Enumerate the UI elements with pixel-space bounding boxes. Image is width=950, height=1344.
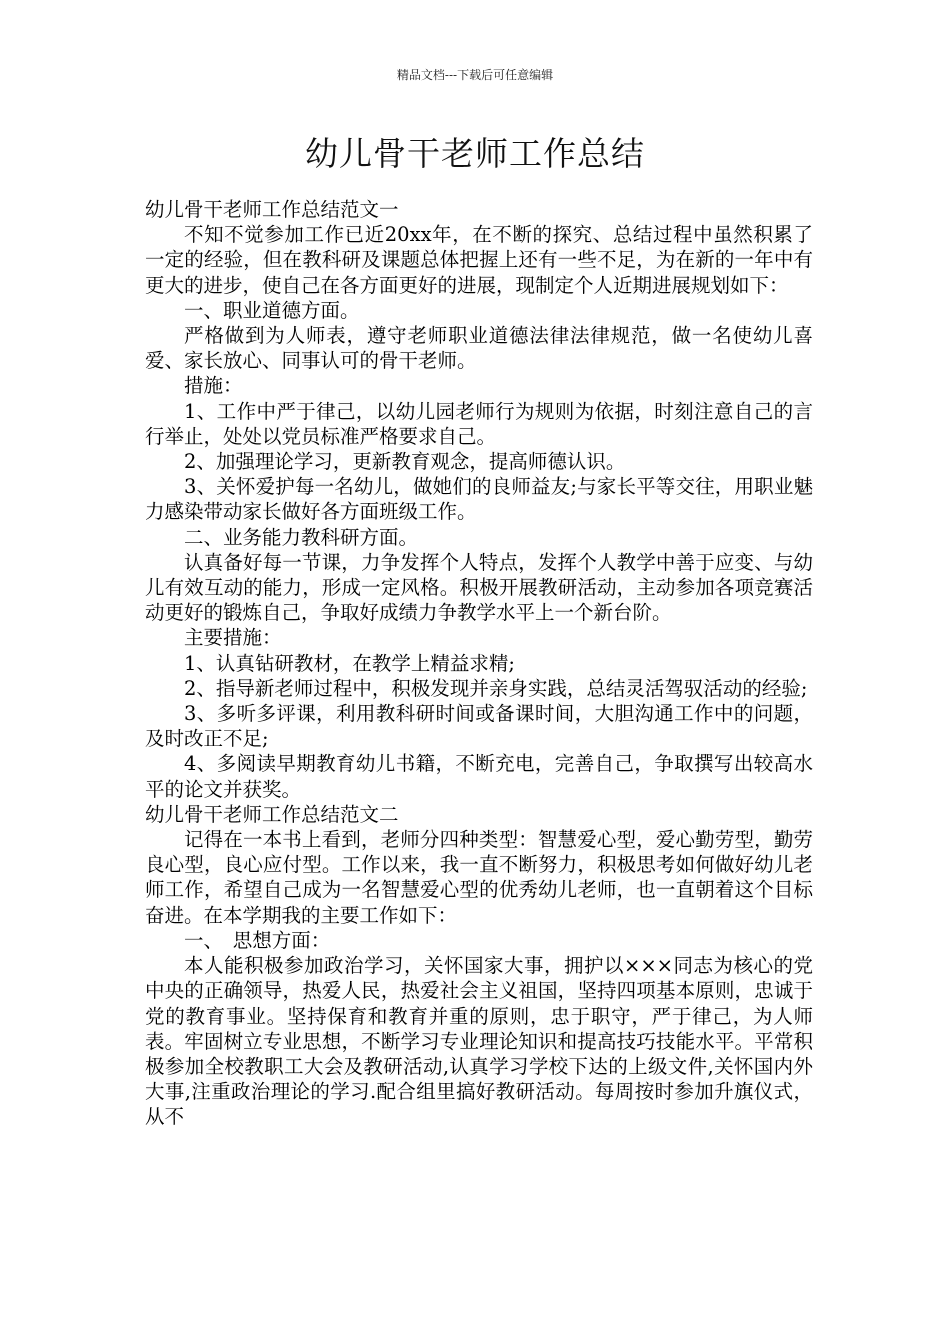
paragraph: 严格做到为人师表，遵守老师职业道德法律法律规范，做一名使幼儿喜爱、家长放心、同事认可的骨干老师。: [145, 324, 813, 373]
document-title: 幼儿骨干老师工作总结: [305, 134, 645, 173]
paragraph: 主要措施：: [184, 626, 282, 650]
paragraph: 1、工作中严于律己，以幼儿园老师行为规则为依据，时刻注意自己的言行举止，处处以党员标准严格要求自己。: [145, 399, 813, 448]
paragraph: 记得在一本书上看到，老师分四种类型：智慧爱心型，爱心勤劳型，勤劳良心型，良心应付型。工作以来，我一直不断努力，积极思考如何做好幼儿老师工作，希望自己成为一名智慧爱心型的优秀幼儿老师，也一直朝着这个目标奋进。在本学期我的主要工作如下：: [145, 828, 813, 927]
paragraph: 幼儿骨干老师工作总结范文二: [145, 802, 399, 826]
paragraph: 2、加强理论学习，更新教育观念，提高师德认识。: [184, 450, 626, 474]
paragraph: 一、职业道德方面。: [184, 298, 360, 322]
document-body: [145, 197, 813, 1130]
paragraph: 3、关怀爱护每一名幼儿，做她们的良师益友;与家长平等交往，用职业魅力感染带动家长做好各方面班级工作。: [145, 475, 813, 524]
paragraph: 3、多听多评课，利用教科研时间或备课时间，大胆沟通工作中的问题，及时改正不足;: [145, 702, 813, 751]
paragraph: 不知不觉参加工作已近20xx年，在不断的探究、总结过程中虽然积累了一定的经验，但在教科研及课题总体把握上还有一些不足，为在新的一年中有更大的进步，使自己在各方面更好的进展，现制定个人近期进展规划如下：: [145, 223, 813, 297]
paragraph: 本人能积极参加政治学习，关怀国家大事，拥护以×××同志为核心的党中央的正确领导，热爱人民，热爱社会主义祖国，坚持四项基本原则，忠诚于党的教育事业。坚持保育和教育并重的原则，忠于职守，严于律己，为人师表。牢固树立专业思想，不断学习专业理论知识和提高技巧技能水平。平常积极参加全校教职工大会及教研活动,认真学习学校下达的上级文件,关怀国内外大事,注重政治理论的学习.配合组里搞好教研活动。每周按时参加升旗仪式，从不: [145, 954, 813, 1129]
header-note: 精品文档---下载后可任意编辑: [396, 68, 554, 82]
paragraph: 一、 思想方面：: [184, 928, 331, 952]
paragraph: 1、认真钻研教材，在教学上精益求精;: [184, 651, 515, 675]
paragraph: 二、业务能力教科研方面。: [184, 525, 419, 549]
paragraph: 措施：: [184, 374, 243, 398]
paragraph: 2、指导新老师过程中，积极发现并亲身实践，总结灵活驾驭活动的经验;: [184, 676, 808, 700]
paragraph: 认真备好每一节课，力争发挥个人特点，发挥个人教学中善于应变、与幼儿有效互动的能力，形成一定风格。积极开展教研活动，主动参加各项竞赛活动更好的锻炼自己，争取好成绩力争教学水平上一个新台阶。: [145, 550, 813, 625]
paragraph: 4、多阅读早期教育幼儿书籍，不断充电，完善自己，争取撰写出较高水平的论文并获奖。: [145, 752, 813, 801]
paragraph: 幼儿骨干老师工作总结范文一: [145, 198, 399, 221]
